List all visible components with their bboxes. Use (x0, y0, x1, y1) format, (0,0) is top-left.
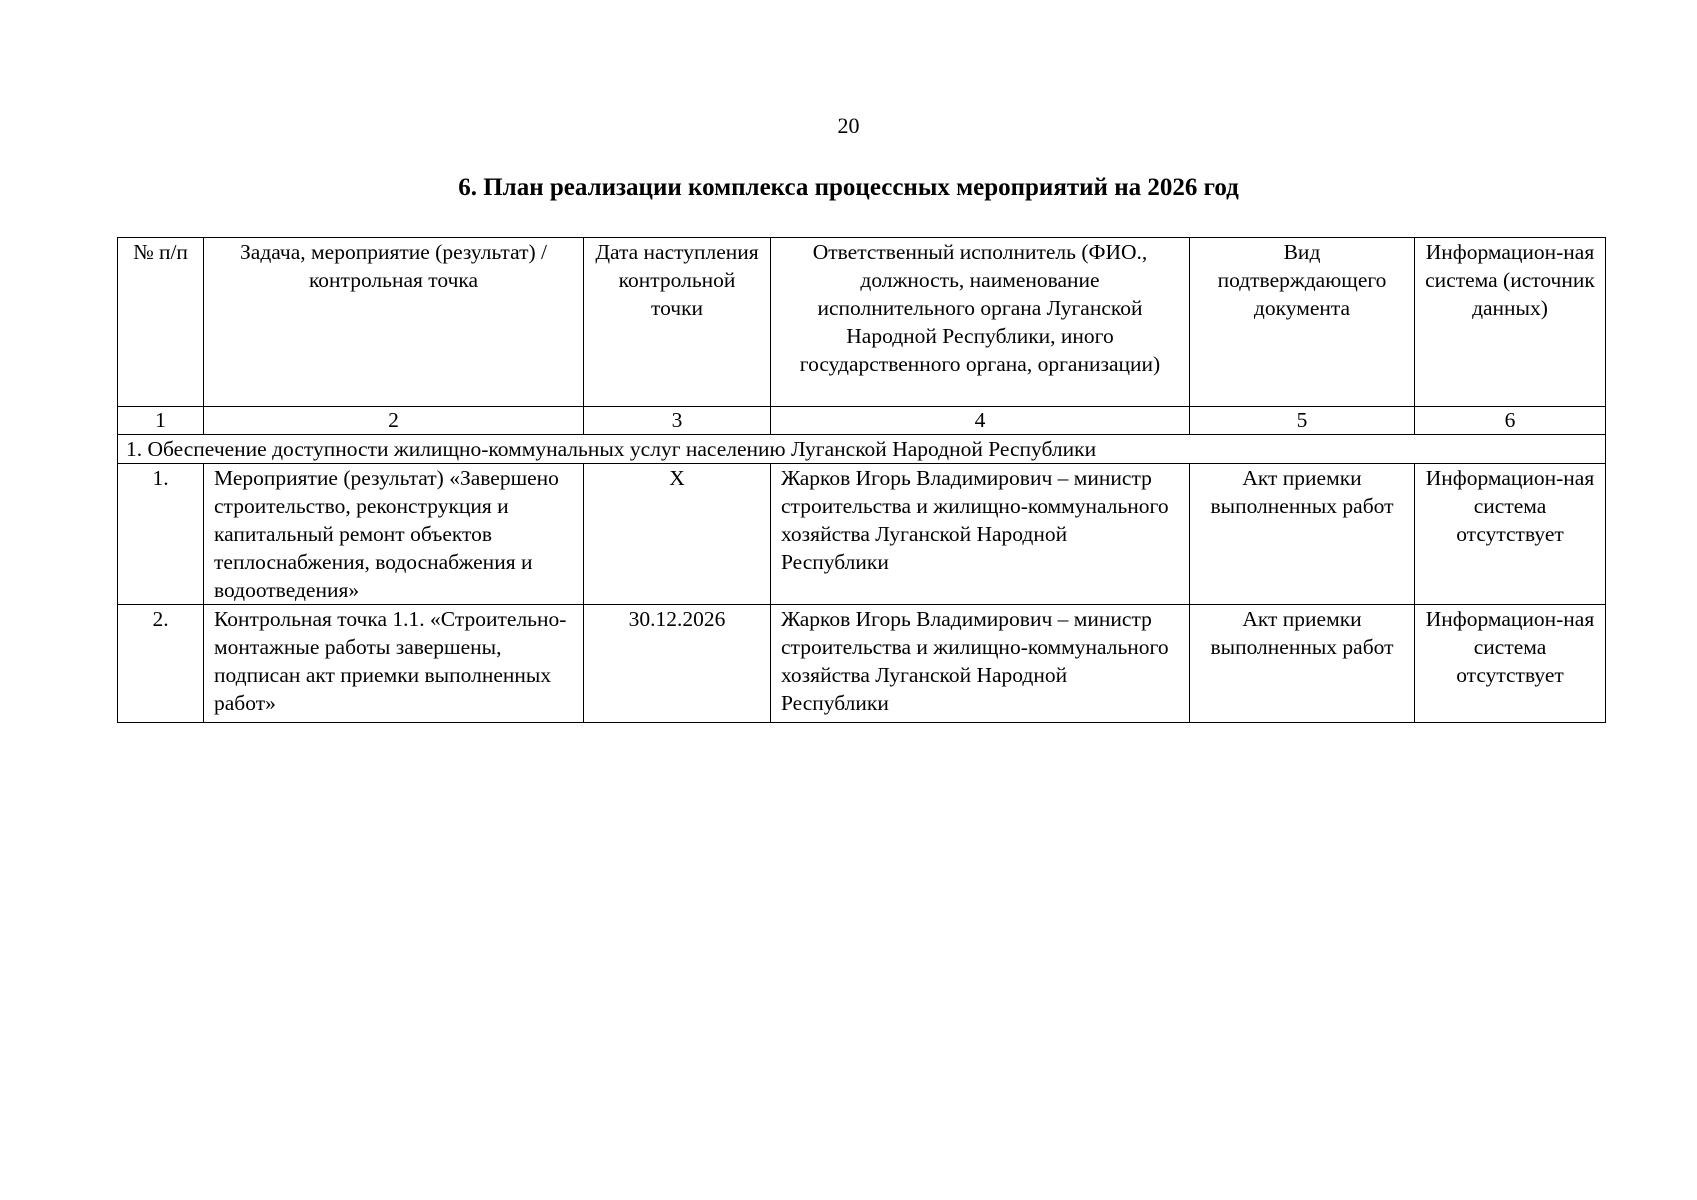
section-row (118, 435, 1606, 464)
header-document: Вид подтверждающего документа (1190, 238, 1415, 407)
row-task: Контрольная точка 1.1. «Строительно-монтажные работы завершены, подписан акт приемки выполненных работ» (204, 605, 584, 723)
column-number-row (118, 407, 1606, 435)
header-system: Информацион-ная система (источник данных) (1415, 238, 1606, 407)
row-task: Мероприятие (результат) «Завершено строительство, реконструкция и капитальный ремонт объектов теплоснабжения, водоснабжения и водоотведения» (204, 464, 584, 605)
row-document: Акт приемки выполненных работ (1190, 464, 1415, 605)
row-executor: Жарков Игорь Владимирович – министр строительства и жилищно-коммунального хозяйства Луганской Народной Республики (771, 605, 1190, 723)
header-task: Задача, мероприятие (результат) / контрольная точка (204, 238, 584, 407)
row-system: Информацион-ная система отсутствует (1415, 464, 1606, 605)
header-number: № п/п (118, 238, 204, 407)
row-number: 1. (118, 464, 204, 605)
row-document: Акт приемки выполненных работ (1190, 605, 1415, 723)
header-date: Дата наступления контрольной точки (584, 238, 771, 407)
column-number: 1 (118, 407, 204, 435)
header-executor: Ответственный исполнитель (ФИО., должность, наименование исполнительного органа Луганской Народной Республики, иного государственного органа, организации) (771, 238, 1190, 407)
page-number: 20 (837, 113, 860, 138)
plan-table (117, 237, 1606, 723)
column-number: 5 (1190, 407, 1415, 435)
row-executor: Жарков Игорь Владимирович – министр строительства и жилищно-коммунального хозяйства Луганской Народной Республики (771, 464, 1190, 605)
column-number: 2 (204, 407, 584, 435)
row-number: 2. (118, 605, 204, 723)
row-system: Информацион-ная система отсутствует (1415, 605, 1606, 723)
row-date: X (584, 464, 771, 605)
row-date: 30.12.2026 (584, 605, 771, 723)
table-row (118, 605, 1606, 723)
column-number: 3 (584, 407, 771, 435)
column-number: 6 (1415, 407, 1606, 435)
table-header-row (118, 238, 1606, 407)
page-title: 6. План реализации комплекса процессных мероприятий на 2026 год (458, 174, 1239, 201)
column-number: 4 (771, 407, 1190, 435)
section-title: 1. Обеспечение доступности жилищно-коммунальных услуг населению Луганской Народной Республики (118, 435, 1606, 464)
table-row (118, 464, 1606, 605)
